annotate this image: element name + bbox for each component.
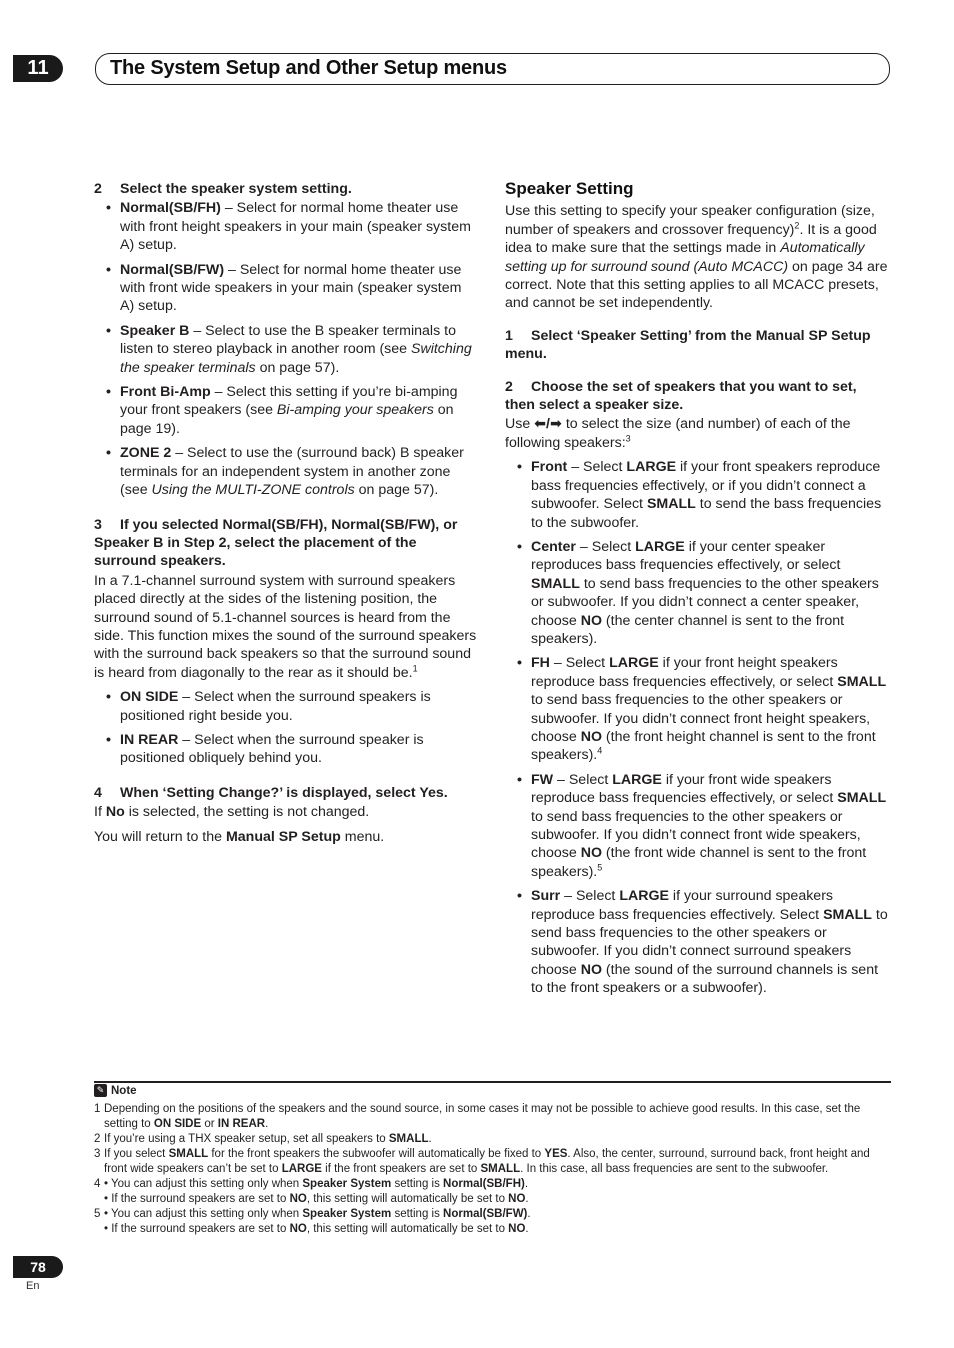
note-pencil-icon: ✎ (94, 1084, 107, 1097)
step-4-heading: 4 When ‘Setting Change?’ is displayed, select Yes. (94, 784, 448, 801)
section-heading: Speaker Setting (505, 179, 634, 198)
list-item: • Front Bi-Amp – Select this setting if you’re bi-amping your front speakers (see Bi-amping your speakers on page 19). (106, 384, 458, 437)
language-code: En (26, 1280, 40, 1292)
step-3-heading: 3 If you selected Normal(SB/FH), Normal(SB/FW), or Speaker B in Step 2, select the placement of the surround speakers. (94, 516, 458, 570)
footnote-5-sub: • If the surround speakers are set to NO, this setting will automatically be set to NO. (104, 1223, 529, 1235)
left-column (94, 180, 478, 852)
step-2-paragraph: Use ⬅/➡ to select the size (and number) of each of the following speakers:$^3$ (505, 416, 851, 451)
footnote-5: 5 • You can adjust this setting only when Speaker System setting is Normal(SB/FW). (94, 1208, 531, 1220)
step-2-heading: 2 Select the speaker system setting. (94, 181, 352, 197)
speaker-system-options (94, 199, 478, 499)
placement-options (94, 688, 478, 768)
cross-reference: Using the MULTI-ZONE controls (151, 482, 355, 499)
step-2-heading-right: 2 Choose the set of speakers that you want to set, then select a speaker size. (505, 378, 857, 414)
chapter-number: 11 (27, 57, 49, 79)
list-item: • FW – Select LARGE if your front wide speakers reproduce bass frequencies effectively, or select SMALL to send bass frequencies to the other speakers or subwoofer. If you didn’t connect front wide speakers, choose NO (the front wide channel is sent to the front speakers).$^5$ (517, 771, 887, 880)
list-item: • Front – Select LARGE if your front speakers reproduce bass frequencies effectively, or if you didn’t connect a subwoofer. Select SMALL to send the bass frequencies to the subwoofer. (517, 459, 882, 531)
list-item: • Center – Select LARGE if your center speaker reproduces bass frequencies effectively, or select SMALL to send bass frequencies to the other speakers or subwoofer. If you didn’t connect a center speaker, choose NO (the center channel is sent to the front speakers). (517, 538, 879, 647)
list-item: • Speaker B – Select to use the B speaker terminals to listen to stereo playback in another room (see Switching the speaker terminals on page 57). (106, 322, 472, 376)
chapter-title-box (95, 53, 890, 85)
note-heading: ✎ Note (94, 1084, 137, 1097)
cross-reference: Switching the speaker terminals (120, 341, 472, 376)
list-item: • IN REAR – Select when the surround speaker is positioned obliquely behind you. (106, 731, 424, 767)
step-4-paragraph: If No is selected, the setting is not changed. (94, 804, 370, 821)
footnote-3: 3 If you select SMALL for the front speakers the subwoofer will automatically be fixed to YES. Also, the center, surround, surround back, front height and front wide speakers can’t be set to LARGE if the front speakers are set to SMALL. In this case, all bass frequencies are sent to the subwoofer. (94, 1148, 870, 1175)
intro-paragraph: Use this setting to specify your speaker configuration (size, number of speakers and crossover frequency)$^2$. It is a good idea to make sure that the settings made in Automatically setting up for surround sound (Auto MCACC) on page 34 are correct. Note that this setting applies to all MCACC presets, and cannot be set independently. (505, 203, 888, 312)
footnote-1: 1 Depending on the positions of the speakers and the sound source, in some cases it may not be possible to achieve good results. In this case, set the setting to ON SIDE or IN REAR. (94, 1103, 861, 1130)
cross-reference: Automatically setting up for surround sound (Auto MCACC) (505, 240, 865, 275)
chapter-title: The System Setup and Other Setup menus (110, 57, 507, 79)
cross-reference: Bi-amping your speakers (276, 402, 434, 419)
footnote-4: 4 • You can adjust this setting only when Speaker System setting is Normal(SB/FH). (94, 1178, 529, 1190)
list-item: • Normal(SB/FH) – Select for normal home theater use with front height speakers in your main (speaker system A) setup. (106, 200, 471, 254)
list-item: • Surr – Select LARGE if your surround speakers reproduce bass frequencies effectively. Select SMALL to send bass frequencies to the other speakers or subwoofer. If you didn’t connect surround speakers choose NO (the sound of the surround channels is sent to the front speakers or a subwoofer). (517, 888, 888, 997)
page-number-badge (13, 1256, 63, 1278)
list-item: • FH – Select LARGE if your front height speakers reproduce bass frequencies effectively, or select SMALL to send bass frequencies to the other speakers or subwoofer. If you didn’t connect front height speakers, choose NO (the front height channel is sent to the front speakers).$^4$ (517, 655, 887, 764)
footnote-2: 2 If you’re using a THX speaker setup, set all speakers to SMALL. (94, 1133, 432, 1145)
list-item: • Normal(SB/FW) – Select for normal home theater use with front wide speakers in your main (speaker system A) setup. (106, 261, 462, 315)
list-item: • ON SIDE – Select when the surround speakers is positioned right beside you. (106, 689, 431, 724)
list-item: • ZONE 2 – Select to use the (surround back) B speaker terminals for an independent system in another zone (see Using the MULTI-ZONE controls on page 57). (106, 445, 464, 499)
footnote-4-sub: • If the surround speakers are set to NO, this setting will automatically be set to NO. (104, 1193, 529, 1205)
return-paragraph: You will return to the Manual SP Setup menu. (94, 828, 385, 845)
arrow-keys-icon: ⬅/➡ (534, 416, 562, 433)
chapter-number-badge (13, 55, 63, 82)
notes-divider (94, 1081, 891, 1083)
footnotes (94, 1102, 891, 1237)
right-column (505, 180, 889, 1004)
speaker-size-options (505, 458, 889, 997)
step-1-heading: 1 Select ‘Speaker Setting’ from the Manual SP Setup menu. (505, 327, 871, 363)
page-number: 78 (30, 1259, 46, 1275)
step-3-paragraph: In a 7.1-channel surround system with surround speakers placed directly at the sides of the listening position, the surround sound of 5.1-channel sources is heard from the side. This function mixes the sound of the surround speakers with the surround back speakers so that the surround sound is heard from diagonally to the rear as it should be.$^1$ (94, 572, 477, 681)
